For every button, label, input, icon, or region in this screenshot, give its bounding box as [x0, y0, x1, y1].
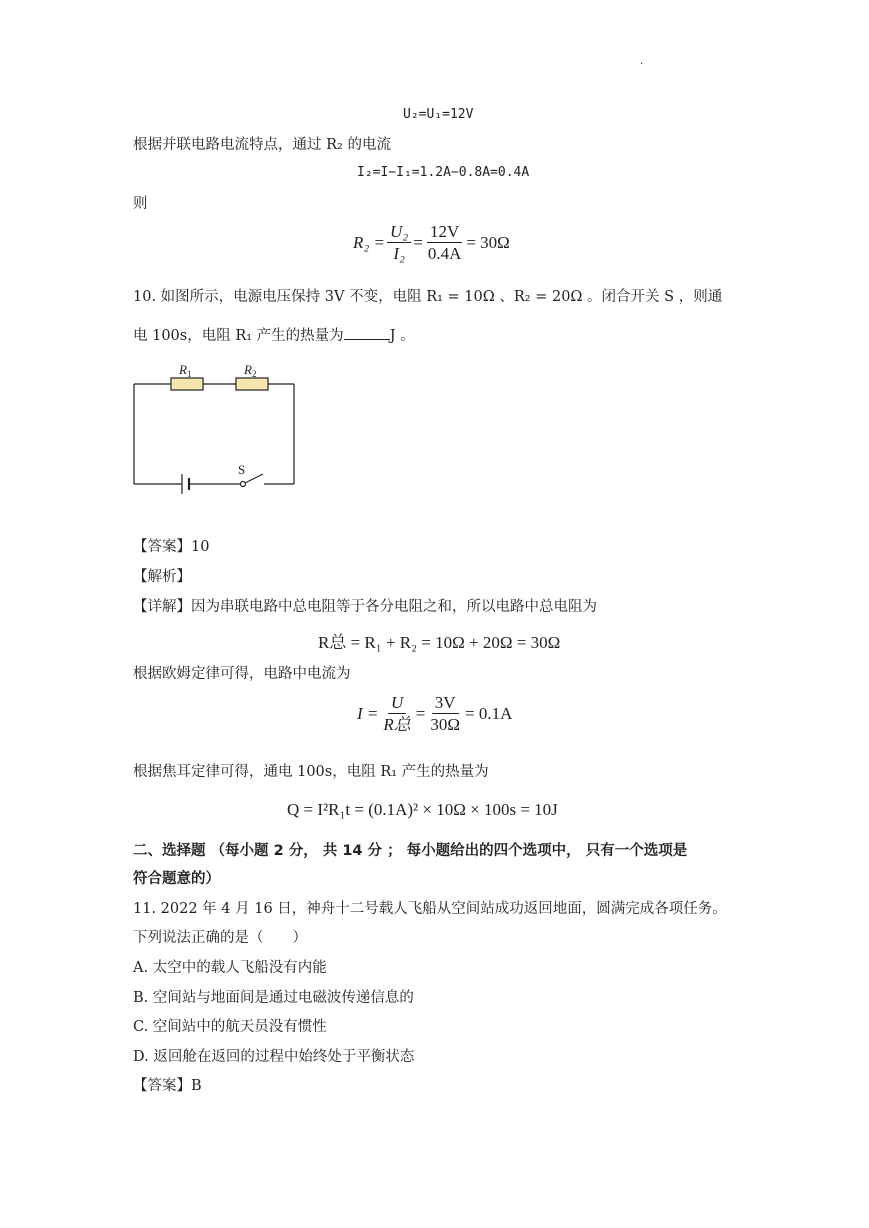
equation-i2: I₂=I−I₁=1.2A−0.8A=0.4A: [357, 165, 530, 180]
corner-mark: .: [640, 56, 644, 67]
eq-i-den1: R总: [383, 715, 411, 734]
text-ohm-law: 根据欧姆定律可得，电路中电流为: [133, 666, 351, 682]
text-then: 则: [133, 196, 148, 212]
switch-pivot: [241, 482, 246, 487]
resistor-r2: [236, 378, 268, 390]
q10-line1: 10. 如图所示，电源电压保持 3V 不变，电阻 R₁ = 10Ω 、R₂ = 20Ω 。闭合开关 S ，则通: [133, 289, 723, 305]
resistor-r1: [171, 378, 203, 390]
q10-line2-pre: 电 100s，电阻 R₁ 产生的热量为: [133, 328, 344, 344]
q11-line2: 下列说法正确的是（ ）: [133, 930, 307, 946]
q11-option-a: A. 太空中的载人飞船没有内能: [133, 960, 327, 976]
equation-r2: [353, 222, 510, 263]
eq-i-lhs: I =: [357, 703, 379, 723]
q11-option-d: D. 返回舱在返回的过程中始终处于平衡状态: [133, 1049, 415, 1065]
equation-rtotal: R总 = R₁ + R₂ = 10Ω + 20Ω = 30Ω: [318, 633, 561, 652]
q11-option-b: B. 空间站与地面间是通过电磁波传递信息的: [133, 990, 414, 1006]
q10-line2-post: J 。: [389, 328, 415, 344]
q10-detail: 【详解】因为串联电路中总电阻等于各分电阻之和，所以电路中总电阻为: [133, 599, 597, 615]
equation-current: [357, 693, 512, 734]
text-parallel-current: 根据并联电路电流特点，通过 R₂ 的电流: [133, 137, 391, 153]
eq-i-result: = 0.1A: [465, 703, 513, 723]
switch-blade: [245, 474, 263, 483]
circuit-diagram: [126, 358, 306, 498]
eq-i-num1: U: [388, 693, 406, 714]
label-r2: $R_2$: [244, 362, 257, 379]
q10-analysis-heading: 【解析】: [133, 569, 191, 585]
eq-i-equals: =: [415, 703, 426, 723]
q10-line2: [133, 325, 415, 346]
eq-r2-result: = 30Ω: [466, 232, 510, 252]
eq-i-num2: 3V: [432, 693, 459, 714]
q11-option-c: C. 空间站中的航天员没有惯性: [133, 1019, 327, 1035]
eq-r2-den2: 0.4A: [427, 244, 462, 263]
q11-line1: 11. 2022 年 4 月 16 日，神舟十二号载人飞船从空间站成功返回地面，圆满完成各项任务。: [133, 901, 727, 917]
eq-r2-fraction-2: [425, 222, 465, 263]
eq-i-fraction-2: [427, 693, 463, 734]
label-r1: $R_1$: [179, 362, 192, 379]
eq-r2-fraction-1: [387, 222, 411, 263]
section2-heading-line2: 符合题意的）: [133, 871, 220, 887]
eq-i-den2: 30Ω: [430, 715, 461, 734]
q10-answer: 【答案】10: [133, 539, 210, 555]
equation-u2: U₂=U₁=12V: [403, 107, 474, 122]
equation-heat: Q = I²R₁t = (0.1A)² × 10Ω × 100s = 10J: [287, 800, 558, 819]
text-joule-law: 根据焦耳定律可得，通电 100s，电阻 R₁ 产生的热量为: [133, 764, 489, 780]
eq-r2-equals: =: [413, 232, 423, 252]
eq-r2-num2: 12V: [427, 222, 462, 243]
eq-r2-num1: U₂: [387, 222, 411, 243]
q10-answer-blank: [344, 325, 390, 340]
eq-r2-den1: I₂: [393, 244, 405, 263]
label-switch: S: [238, 462, 246, 477]
section2-heading-line1: 二、选择题 （每小题 2 分， 共 14 分 ； 每小题给出的四个选项中， 只有一个选项是: [133, 843, 688, 859]
q11-answer: 【答案】B: [133, 1078, 202, 1094]
eq-i-fraction-1: [380, 693, 413, 734]
eq-r2-lhs: R₂ =: [353, 232, 386, 252]
